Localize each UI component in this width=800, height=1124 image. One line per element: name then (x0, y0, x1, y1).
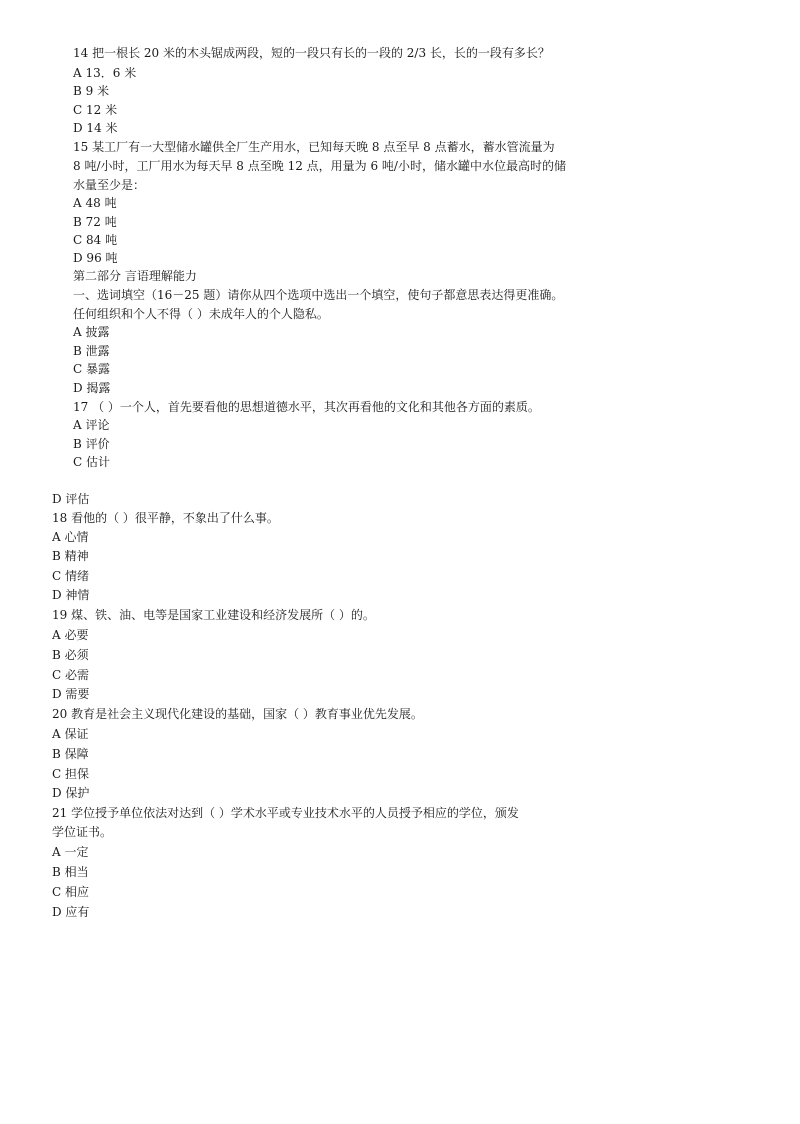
question-17-option-c: C 估计 (73, 455, 110, 469)
question-16-stem: 任何组织和个人不得（ ）未成年人的个人隐私。 (73, 307, 329, 321)
question-17-stem: 17 （ ）一个人，首先要看他的思想道德水平，其次再看他的文化和其他各方面的素质。 (73, 400, 540, 414)
question-15-option-a: A 48 吨 (73, 196, 117, 210)
question-17-option-a: A 评论 (73, 418, 110, 432)
question-17-option-b: B 评价 (73, 437, 110, 451)
question-21-option-a: A 一定 (52, 845, 89, 859)
question-15-stem-line-2: 8 吨/小时，工厂用水为每天早 8 点至晚 12 点，用量为 6 吨/小时，储水罐中水位最高时的储 (73, 159, 566, 173)
question-21-stem-line-1: 21 学位授予单位依法对达到（ ）学术水平或专业技术水平的人员授予相应的学位，颁发 (52, 806, 519, 820)
question-19-stem: 19 煤、铁、油、电等是国家工业建设和经济发展所（ ）的。 (52, 608, 375, 622)
question-15-stem-line-3: 水量至少是： (73, 178, 146, 192)
question-19-option-d: D 需要 (52, 687, 90, 701)
question-18-option-b: B 精神 (52, 549, 89, 563)
question-15-option-b: B 72 吨 (73, 215, 117, 229)
question-19-option-a: A 必要 (52, 628, 89, 642)
question-16-option-a: A 披露 (73, 325, 110, 339)
question-15-stem-line-1: 15 某工厂有一大型储水罐供全厂生产用水，已知每天晚 8 点至早 8 点蓄水，蓄水管流量为 (73, 140, 555, 154)
section-1-instruction: 一、选词填空（16－25 题）请你从四个选项中选出一个填空，使句子都意思表达得更准确。 (73, 288, 564, 302)
question-14-option-b: B 9 米 (73, 84, 110, 98)
question-16-option-b: B 泄露 (73, 344, 110, 358)
question-18-stem: 18 看他的（ ）很平静，不象出了什么事。 (52, 511, 279, 525)
question-20-option-d: D 保护 (52, 786, 90, 800)
question-15-option-c: C 84 吨 (73, 233, 118, 247)
question-14-option-d: D 14 米 (73, 121, 118, 135)
question-18-option-d: D 神情 (52, 588, 90, 602)
question-16-option-c: C 暴露 (73, 362, 110, 376)
part-2-heading: 第二部分 言语理解能力 (73, 269, 197, 283)
question-17-option-d: D 评估 (52, 492, 90, 506)
question-14-option-a: A 13．6 米 (73, 66, 137, 80)
question-16-option-d: D 揭露 (73, 381, 111, 395)
question-21-option-b: B 相当 (52, 865, 89, 879)
question-21-stem-line-2: 学位证书。 (52, 825, 113, 839)
question-21-option-c: C 相应 (52, 885, 89, 899)
question-18-option-c: C 情绪 (52, 569, 89, 583)
question-14-stem: 14 把一根长 20 米的木头锯成两段，短的一段只有长的一段的 2/3 长，长的一段有多长？ (73, 46, 550, 60)
question-14-option-c: C 12 米 (73, 103, 118, 117)
question-20-option-b: B 保障 (52, 747, 89, 761)
question-18-option-a: A 心情 (52, 530, 89, 544)
question-19-option-c: C 必需 (52, 668, 89, 682)
question-20-stem: 20 教育是社会主义现代化建设的基础，国家（ ）教育事业优先发展。 (52, 707, 423, 721)
question-20-option-a: A 保证 (52, 727, 89, 741)
question-21-option-d: D 应有 (52, 905, 90, 919)
question-20-option-c: C 担保 (52, 767, 89, 781)
question-15-option-d: D 96 吨 (73, 251, 118, 265)
question-19-option-b: B 必须 (52, 648, 89, 662)
